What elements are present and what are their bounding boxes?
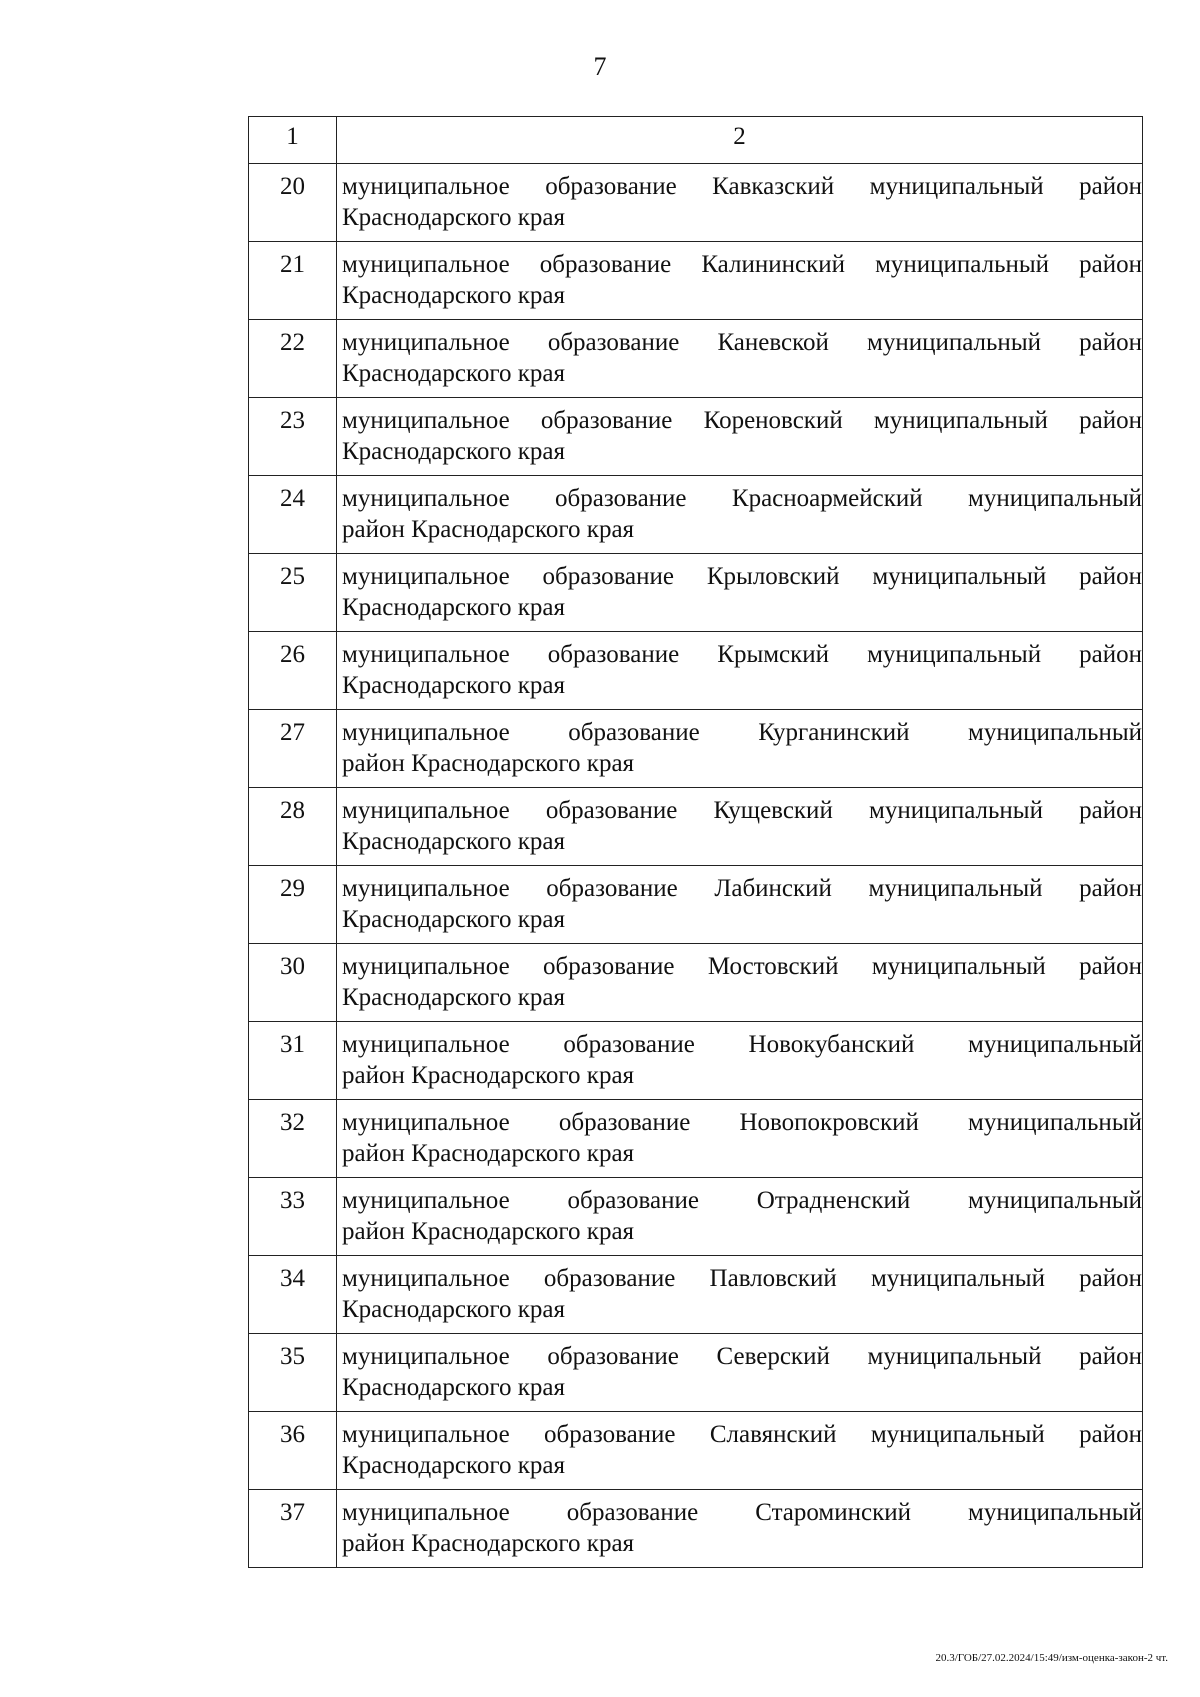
table-row [249, 788, 1143, 866]
municipality-name-line-1: муниципальное образование Каневской муниципальный район [342, 329, 1142, 356]
table-row [249, 1490, 1143, 1568]
municipality-name [337, 242, 1143, 320]
municipality-name-line-1: муниципальное образование Крыловский муниципальный район [342, 563, 1142, 590]
municipality-name-line-2: Краснодарского края [342, 438, 565, 465]
table-row [249, 1256, 1143, 1334]
municipality-name-line-1: муниципальное образование Павловский муниципальный район [342, 1265, 1142, 1292]
municipality-name-line-1: муниципальное образование Кущевский муниципальный район [342, 797, 1142, 824]
municipality-name [337, 320, 1143, 398]
municipality-name-line-1: муниципальное образование Курганинский муниципальный [342, 719, 1142, 746]
row-number: 32 [249, 1100, 337, 1178]
municipality-name-line-2: Краснодарского края [342, 360, 565, 387]
municipality-name [337, 164, 1143, 242]
row-number: 26 [249, 632, 337, 710]
row-number: 30 [249, 944, 337, 1022]
table-row [249, 710, 1143, 788]
row-number: 29 [249, 866, 337, 944]
row-number: 27 [249, 710, 337, 788]
municipality-name-line-1: муниципальное образование Новопокровский муниципальный [342, 1109, 1142, 1136]
municipality-name-line-1: муниципальное образование Мостовский муниципальный район [342, 953, 1142, 980]
page-number: 7 [593, 52, 607, 81]
municipality-name-line-2: Краснодарского края [342, 1296, 565, 1323]
municipality-name-line-2: район Краснодарского края [342, 750, 635, 777]
column-header-name: 2 [337, 117, 1143, 164]
municipality-name [337, 710, 1143, 788]
row-number: 23 [249, 398, 337, 476]
table-row [249, 944, 1143, 1022]
municipalities-table [248, 116, 1143, 1568]
row-number: 35 [249, 1334, 337, 1412]
municipality-name [337, 866, 1143, 944]
column-header-number: 1 [249, 117, 337, 164]
municipality-name [337, 1490, 1143, 1568]
table-row [249, 1412, 1143, 1490]
row-number: 20 [249, 164, 337, 242]
municipality-name-line-1: муниципальное образование Калининский муниципальный район [342, 251, 1142, 278]
municipality-name-line-2: район Краснодарского края [342, 1218, 635, 1245]
row-number: 24 [249, 476, 337, 554]
municipality-name-line-2: Краснодарского края [342, 282, 565, 309]
municipality-name-line-1: муниципальное образование Красноармейский муниципальный [342, 485, 1142, 512]
row-number: 22 [249, 320, 337, 398]
municipality-name-line-1: муниципальное образование Славянский муниципальный район [342, 1421, 1142, 1448]
municipality-name-line-1: муниципальное образование Новокубанский муниципальный [342, 1031, 1142, 1058]
table-row [249, 164, 1143, 242]
municipality-name [337, 1178, 1143, 1256]
municipality-name-line-2: Краснодарского края [342, 1452, 565, 1479]
municipality-name [337, 554, 1143, 632]
municipality-name [337, 1022, 1143, 1100]
table-row [249, 554, 1143, 632]
municipality-name-line-2: Краснодарского края [342, 672, 565, 699]
municipality-name-line-2: Краснодарского края [342, 1374, 565, 1401]
municipality-name-line-2: Краснодарского края [342, 984, 565, 1011]
document-footer-code: 20.3/ГОБ/27.02.2024/15:49/изм-оценка-закон-2 чт. [935, 1652, 1168, 1664]
table-row [249, 632, 1143, 710]
municipality-name [337, 398, 1143, 476]
row-number: 25 [249, 554, 337, 632]
municipality-name [337, 788, 1143, 866]
row-number: 37 [249, 1490, 337, 1568]
table-header-row [249, 117, 1143, 164]
table-row [249, 398, 1143, 476]
municipality-name [337, 632, 1143, 710]
municipality-name [337, 1412, 1143, 1490]
municipality-name-line-2: Краснодарского края [342, 204, 565, 231]
row-number: 36 [249, 1412, 337, 1490]
municipality-name-line-2: район Краснодарского края [342, 516, 635, 543]
row-number: 31 [249, 1022, 337, 1100]
municipality-name-line-1: муниципальное образование Староминский муниципальный [342, 1499, 1142, 1526]
row-number: 34 [249, 1256, 337, 1334]
table-row [249, 320, 1143, 398]
municipality-name [337, 1256, 1143, 1334]
municipality-name [337, 476, 1143, 554]
municipality-name-line-1: муниципальное образование Крымский муниципальный район [342, 641, 1142, 668]
municipality-name-line-2: район Краснодарского края [342, 1140, 635, 1167]
municipality-name-line-1: муниципальное образование Северский муниципальный район [342, 1343, 1142, 1370]
table-row [249, 476, 1143, 554]
municipality-name-line-2: Краснодарского края [342, 594, 565, 621]
municipality-name [337, 1100, 1143, 1178]
table-row [249, 242, 1143, 320]
table-row [249, 1022, 1143, 1100]
municipality-name-line-1: муниципальное образование Отрадненский муниципальный [342, 1187, 1142, 1214]
municipality-name-line-2: район Краснодарского края [342, 1062, 635, 1089]
table-row [249, 866, 1143, 944]
row-number: 33 [249, 1178, 337, 1256]
municipality-name [337, 944, 1143, 1022]
municipality-name-line-2: Краснодарского края [342, 828, 565, 855]
row-number: 21 [249, 242, 337, 320]
table-row [249, 1334, 1143, 1412]
municipality-name-line-1: муниципальное образование Лабинский муниципальный район [342, 875, 1142, 902]
municipality-name-line-2: район Краснодарского края [342, 1530, 635, 1557]
municipality-name-line-2: Краснодарского края [342, 906, 565, 933]
municipality-name-line-1: муниципальное образование Кавказский муниципальный район [342, 173, 1142, 200]
row-number: 28 [249, 788, 337, 866]
table-row [249, 1100, 1143, 1178]
municipality-name [337, 1334, 1143, 1412]
table-row [249, 1178, 1143, 1256]
municipality-name-line-1: муниципальное образование Кореновский муниципальный район [342, 407, 1142, 434]
